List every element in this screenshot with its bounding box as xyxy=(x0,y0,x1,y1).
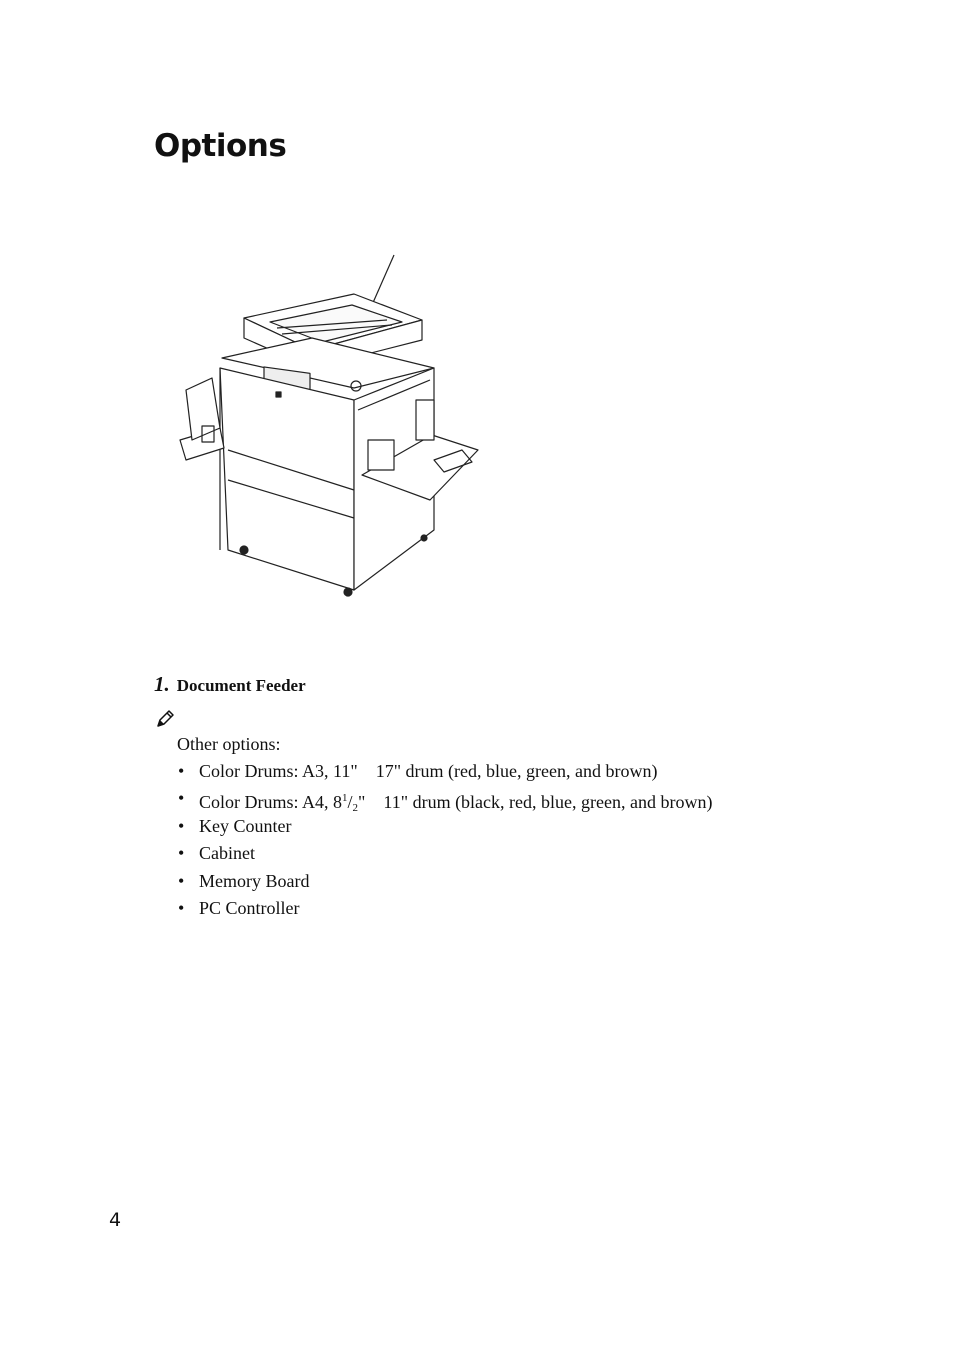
list-item: • Color Drums: A4, $8^1/_2$" 11" drum (black, red, blue, green, and brown) xyxy=(177,785,712,812)
caption-number: 1. xyxy=(154,672,170,696)
figure-caption xyxy=(154,672,306,697)
list-item: • Color Drums: A3, 11" 17" drum (red, blue, green, and brown) xyxy=(177,758,712,785)
printer-illustration xyxy=(172,250,484,600)
list-item: • PC Controller xyxy=(177,895,712,922)
list-item: • Key Counter xyxy=(177,813,712,840)
page-number: 4 xyxy=(109,1209,122,1231)
list-item: • Cabinet xyxy=(177,840,712,867)
page-title: Options xyxy=(154,128,287,164)
pencil-icon xyxy=(155,709,175,729)
list-item: • Memory Board xyxy=(177,868,712,895)
note-block xyxy=(177,731,712,922)
options-list xyxy=(177,758,712,922)
note-intro: Other options: xyxy=(177,734,281,754)
caption-label: Document Feeder xyxy=(176,676,306,695)
